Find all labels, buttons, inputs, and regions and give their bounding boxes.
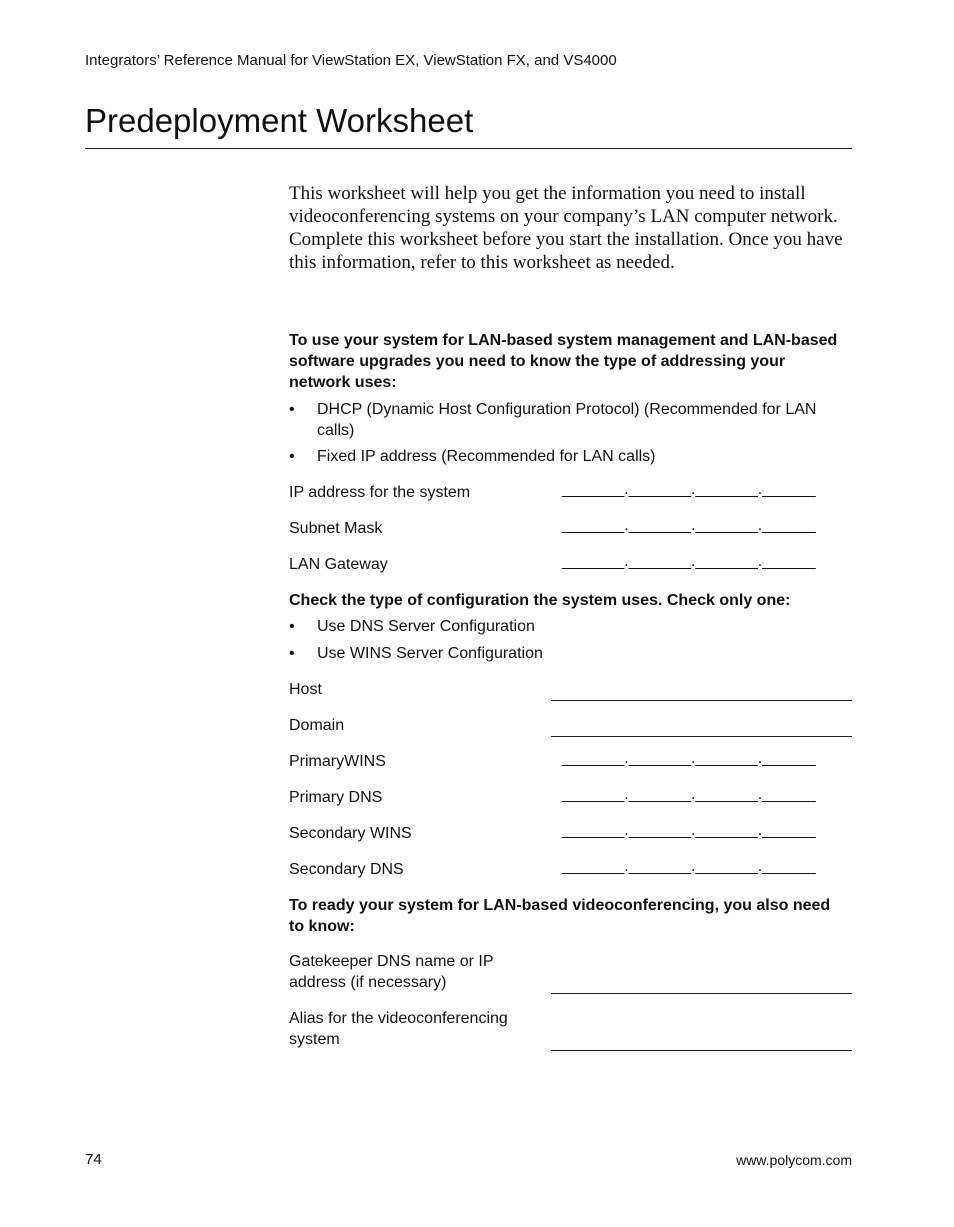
intro-paragraph: This worksheet will help you get the information you need to install videoconferencing systems on your company’s LAN computer network. Complete this worksheet before you start the installation. Once you have this information, refer to this worksheet as needed.: [289, 183, 843, 273]
field-label-gatekeeper: Gatekeeper DNS name or IP address (if necessary): [289, 953, 494, 991]
bullet-text: Use DNS Server Configuration: [317, 618, 535, 635]
footer-website: www.polycom.com: [736, 1152, 852, 1168]
bullet-text: DHCP (Dynamic Host Configuration Protocol) (Recommended for LAN calls): [317, 401, 817, 439]
page-title: Predeployment Worksheet: [85, 102, 474, 139]
gatekeeper-blank-line[interactable]: [551, 993, 852, 994]
bullet-icon: •: [289, 448, 295, 465]
field-label-secondary-dns: Secondary DNS: [289, 861, 404, 878]
running-header: Integrators’ Reference Manual for ViewStation EX, ViewStation FX, and VS4000: [85, 52, 617, 69]
field-label-primary-dns: Primary DNS: [289, 789, 383, 806]
bullet-fixed-ip: [289, 446, 854, 467]
field-label-alias: Alias for the videoconferencing system: [289, 1010, 508, 1048]
bullet-icon: •: [289, 618, 295, 635]
secondary-wins-blank[interactable]: _______._______._______.______: [562, 822, 816, 839]
secondary-dns-blank[interactable]: _______._______._______.______: [562, 858, 816, 875]
field-label-subnet-mask: Subnet Mask: [289, 520, 383, 537]
field-label-lan-gateway: LAN Gateway: [289, 556, 388, 573]
lan-gateway-blank[interactable]: _______._______._______.______: [562, 553, 816, 570]
primary-dns-blank[interactable]: _______._______._______.______: [562, 786, 816, 803]
bullet-text: Use WINS Server Configuration: [317, 645, 543, 662]
subnet-mask-blank[interactable]: _______._______._______.______: [562, 517, 816, 534]
title-rule: [85, 148, 852, 149]
bullet-icon: •: [289, 645, 295, 662]
primary-wins-blank[interactable]: _______._______._______.______: [562, 750, 816, 767]
field-label-ip-address: IP address for the system: [289, 484, 471, 501]
page-number: 74: [85, 1151, 102, 1168]
field-label-host: Host: [289, 681, 322, 698]
bullet-dns-config: [289, 616, 854, 637]
ip-address-blank[interactable]: _______._______._______.______: [562, 481, 816, 498]
bullet-dhcp: [289, 399, 854, 441]
field-label-domain: Domain: [289, 717, 345, 734]
domain-blank-line[interactable]: [551, 736, 852, 737]
bullet-wins-config: [289, 643, 854, 664]
section1-heading: To use your system for LAN-based system management and LAN-based software upgrades you need to know the type of addressing your network uses:: [289, 332, 838, 391]
bullet-icon: •: [289, 401, 295, 418]
host-blank-line[interactable]: [551, 700, 852, 701]
section3-heading: To ready your system for LAN-based videoconferencing, you also need to know:: [289, 897, 831, 935]
alias-blank-line[interactable]: [551, 1050, 852, 1051]
section2-heading: Check the type of configuration the system uses. Check only one:: [289, 592, 791, 609]
bullet-text: Fixed IP address (Recommended for LAN calls): [317, 448, 656, 465]
field-label-primary-wins: PrimaryWINS: [289, 753, 386, 770]
field-label-secondary-wins: Secondary WINS: [289, 825, 412, 842]
